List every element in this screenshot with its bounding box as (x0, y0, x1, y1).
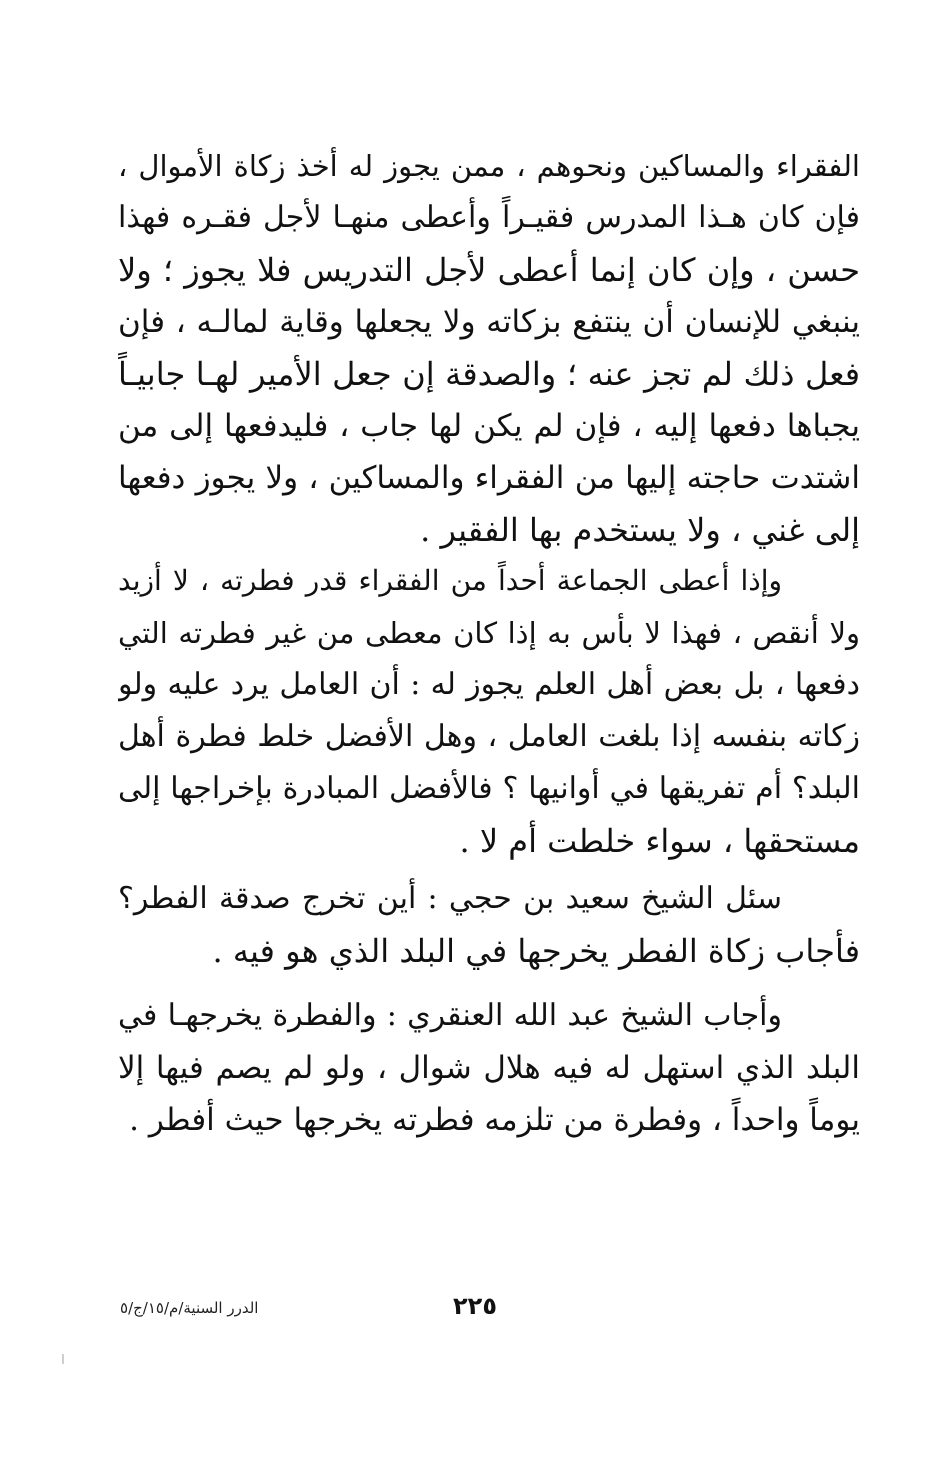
text-line: وأجاب الشيخ عبد الله العنقري : والفطرة يخرجهـا في (118, 998, 782, 1033)
text-line: إلى غني ، ولا يستخدم بها الفقير . (420, 511, 860, 549)
paragraph-1 (118, 140, 860, 556)
text-line: يجباها دفعها إليه ، فإن لم يكن لها جاب ، فليدفعها إلى من (118, 408, 860, 444)
text-line: مستحقها ، سواء خلطت أم لا . (459, 822, 860, 860)
text-line: سئل الشيخ سعيد بن حجي : أين تخرج صدقة الفطر؟ (118, 881, 782, 916)
text-line: يوماً واحداً ، وفطرة من تلزمه فطرته يخرجها حيث أفطر . (129, 1102, 860, 1138)
text-line: دفعها ، بل بعض أهل العلم يجوز له : أن العامل يرد عليه ولو (118, 667, 860, 702)
text-line: فإن كان هـذا المدرس فقيـراً وأعطى منهـا لأجل فقـره فهذا (118, 200, 860, 235)
text-line: فعل ذلك لم تجز عنه ؛ والصدقة إن جعل الأمير لهـا جابيـاً (118, 355, 860, 393)
paragraph-2 (118, 555, 860, 867)
page-number: ٢٢٥ (453, 1292, 497, 1320)
text-line: اشتدت حاجته إليها من الفقراء والمساكين ، ولا يجوز دفعها (118, 460, 860, 496)
text-line: زكاته بنفسه إذا بلغت العامل ، وهل الأفضل خلط فطرة أهل (118, 719, 860, 754)
text-line: البلد الذي استهل له فيه هلال شوال ، ولو لم يصم فيها إلا (118, 1050, 860, 1086)
text-line: وإذا أعطى الجماعة أحداً من الفقراء قدر فطرته ، لا أزيد (118, 564, 782, 597)
text-line: فأجاب زكاة الفطر يخرجها في البلد الذي هو فيه . (212, 932, 860, 970)
text-line: البلد؟ أم تفريقها في أوانيها ؟ فالأفضل المبادرة بإخراجها إلى (118, 771, 860, 806)
scan-mark (62, 1354, 64, 1364)
text-line: ولا أنقص ، فهذا لا بأس به إذا كان معطى من غير فطرته التي (118, 616, 860, 650)
text-line: ينبغي للإنسان أن ينتفع بزكاته ولا يجعلها وقاية لمالـه ، فإن (118, 304, 860, 340)
text-line: حسن ، وإن كان إنما أعطى لأجل التدريس فلا يجوز ؛ ولا (118, 251, 860, 289)
paragraph-3 (118, 873, 860, 977)
source-reference: الدرر السنية/م/١٥/ج/٥ (120, 1299, 259, 1317)
paragraph-4 (118, 990, 860, 1146)
text-line: الفقراء والمساكين ونحوهم ، ممن يجوز له أخذ زكاة الأموال ، (118, 149, 860, 183)
